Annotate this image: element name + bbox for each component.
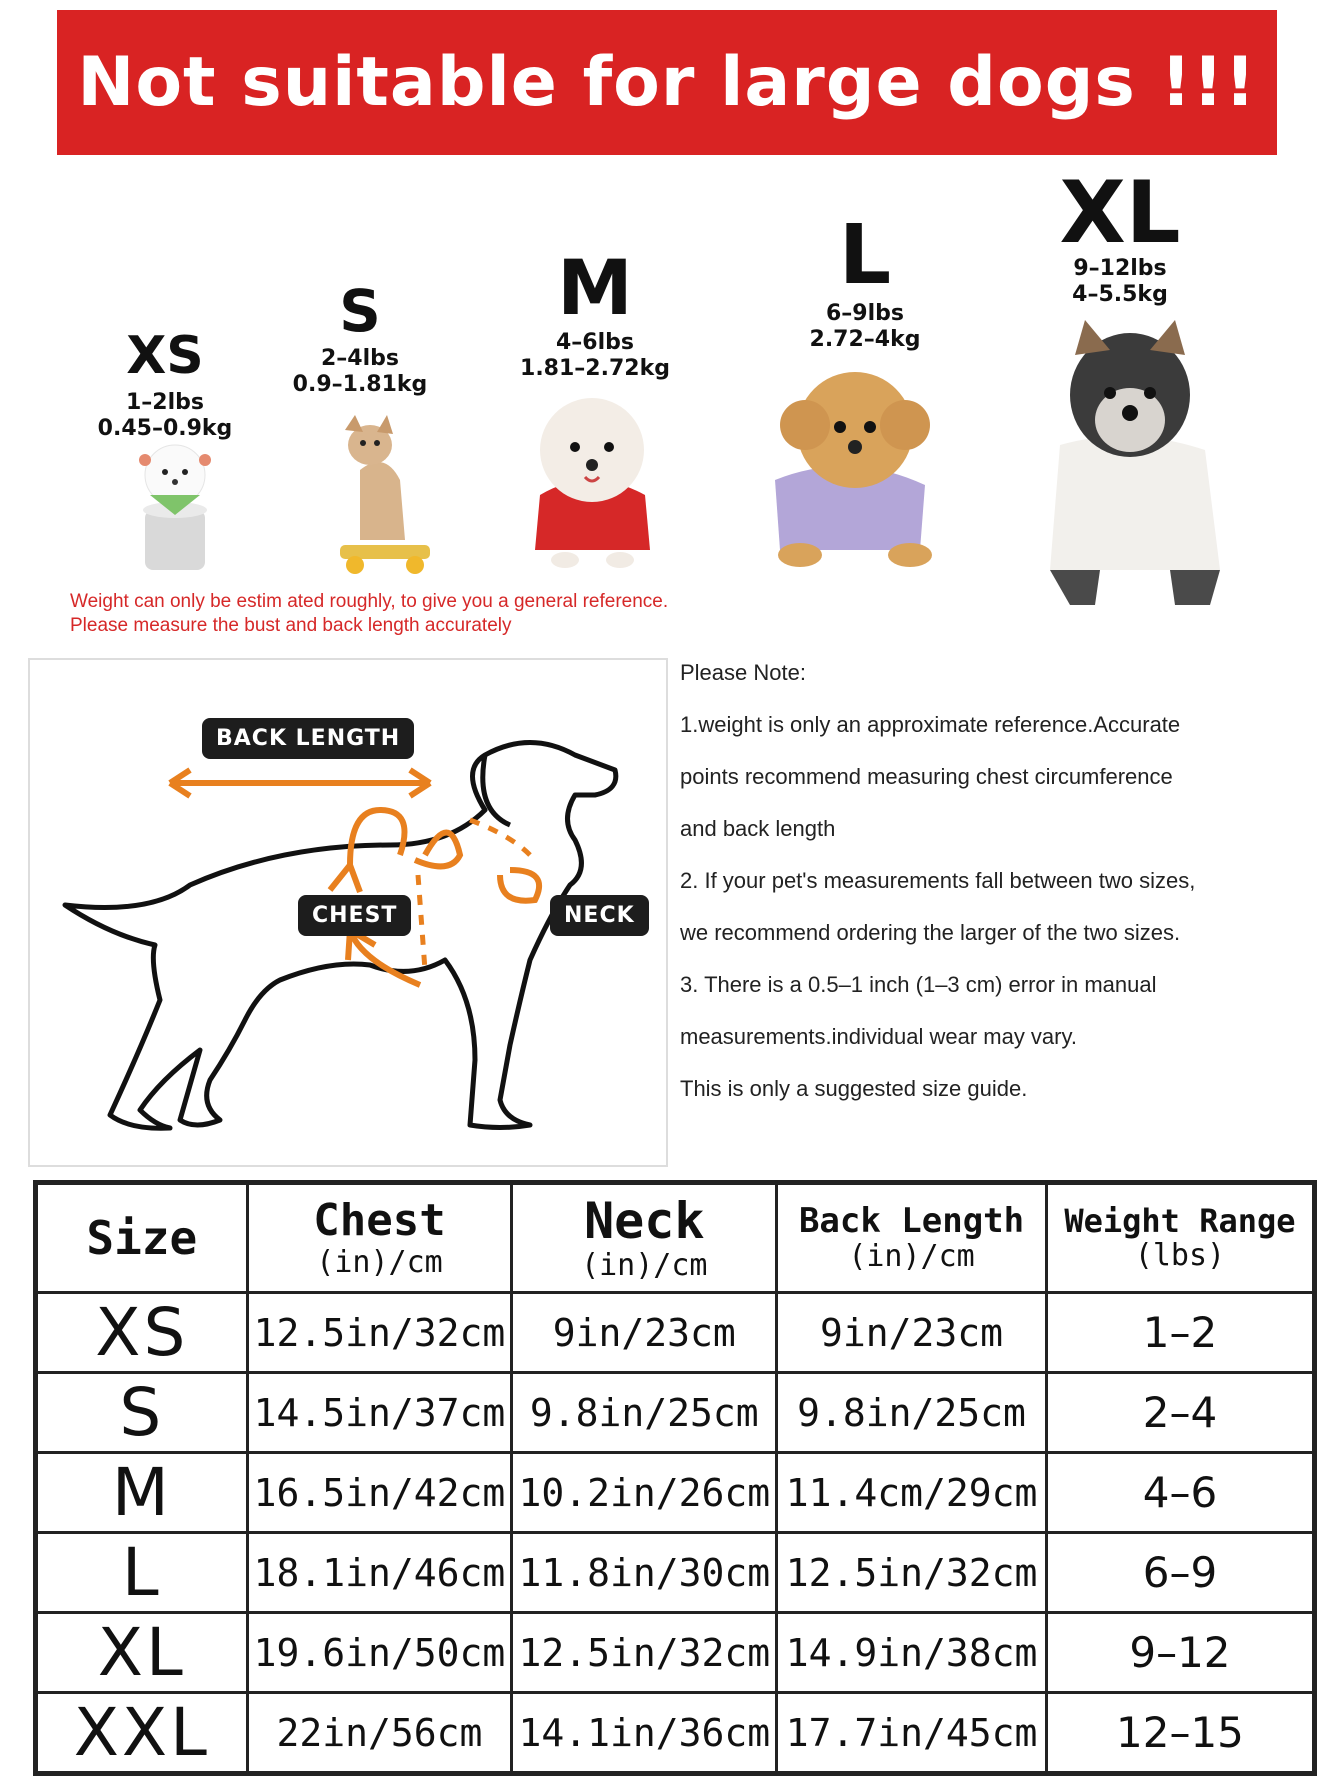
size-lbs: 9–12lbs (1073, 256, 1167, 281)
row-size: XL (36, 1613, 248, 1693)
note-line: points recommend measuring chest circumference (680, 764, 1173, 789)
note-line: 2. If your pet's measurements fall between two sizes, (680, 868, 1196, 893)
row-back-length: 14.9in/38cm (777, 1613, 1047, 1693)
row-size: XS (36, 1293, 248, 1373)
row-chest: 19.6in/50cm (247, 1613, 512, 1693)
size-lbs: 2–4lbs (321, 346, 399, 371)
table-row (36, 1453, 1315, 1533)
warning-banner (57, 10, 1277, 155)
row-neck: 9in/23cm (512, 1293, 777, 1373)
table-row (36, 1293, 1315, 1373)
measurement-diagram (28, 658, 668, 1167)
header-back-length: Back Length (in)/cm (777, 1183, 1047, 1293)
note-line: 3. There is a 0.5–1 inch (1–3 cm) error in manual (680, 972, 1157, 997)
note-heading: Please Note: (680, 660, 806, 685)
size-label-m (505, 243, 685, 382)
size-name: S (339, 277, 381, 345)
size-kg: 1.81–2.72kg (520, 356, 670, 381)
table-row (36, 1613, 1315, 1693)
weight-note-line-2: Please measure the bust and back length accurately (70, 615, 512, 636)
size-label-xl (1025, 163, 1215, 308)
row-back-length: 11.4cm/29cm (777, 1453, 1047, 1533)
note-line: measurements.individual wear may vary. (680, 1024, 1077, 1049)
row-chest: 22in/56cm (247, 1693, 512, 1774)
weight-estimate-note (70, 590, 668, 638)
chest-label: CHEST (298, 895, 411, 936)
table-row (36, 1693, 1315, 1774)
table-header-row (36, 1183, 1315, 1293)
dog-photo-s (315, 410, 445, 575)
dog-photo-xs (120, 440, 230, 575)
table-row (36, 1373, 1315, 1453)
header-size: Size (36, 1183, 248, 1293)
size-kg: 0.45–0.9kg (97, 416, 233, 441)
row-neck: 12.5in/32cm (512, 1613, 777, 1693)
size-lbs: 6–9lbs (826, 301, 904, 326)
size-kg: 2.72–4kg (809, 327, 921, 352)
size-lbs: 4–6lbs (556, 330, 634, 355)
size-label-xs (90, 326, 240, 442)
neck-label: NECK (550, 895, 649, 936)
row-neck: 11.8in/30cm (512, 1533, 777, 1613)
please-note-section (680, 658, 1340, 1126)
row-chest: 18.1in/46cm (247, 1533, 512, 1613)
row-weight: 2–4 (1046, 1373, 1314, 1453)
note-line: This is only a suggested size guide. (680, 1076, 1028, 1101)
row-back-length: 9.8in/25cm (777, 1373, 1047, 1453)
size-name: XS (126, 326, 204, 386)
size-label-s (280, 277, 440, 398)
dog-photo-xl (1020, 315, 1245, 615)
row-back-length: 9in/23cm (777, 1293, 1047, 1373)
row-neck: 9.8in/25cm (512, 1373, 777, 1453)
size-kg: 4–5.5kg (1072, 282, 1168, 307)
row-chest: 14.5in/37cm (247, 1373, 512, 1453)
dog-photo-l (760, 355, 945, 570)
row-size: L (36, 1533, 248, 1613)
size-name: XL (1059, 163, 1181, 263)
row-chest: 12.5in/32cm (247, 1293, 512, 1373)
row-weight: 9–12 (1046, 1613, 1314, 1693)
row-chest: 16.5in/42cm (247, 1453, 512, 1533)
note-line: 1.weight is only an approximate reference.Accurate (680, 712, 1181, 737)
row-neck: 14.1in/36cm (512, 1693, 777, 1774)
size-chart-table (33, 1180, 1317, 1776)
row-weight: 4–6 (1046, 1453, 1314, 1533)
row-neck: 10.2in/26cm (512, 1453, 777, 1533)
row-back-length: 12.5in/32cm (777, 1533, 1047, 1613)
dog-photo-m (525, 385, 660, 570)
size-lbs: 1–2lbs (126, 390, 204, 415)
header-neck: Neck (in)/cm (512, 1183, 777, 1293)
row-size: XXL (36, 1693, 248, 1774)
note-line: we recommend ordering the larger of the two sizes. (680, 920, 1181, 945)
size-label-l (780, 208, 950, 353)
note-line: and back length (680, 816, 836, 841)
header-chest: Chest (in)/cm (247, 1183, 512, 1293)
row-back-length: 17.7in/45cm (777, 1693, 1047, 1774)
size-name: L (838, 208, 892, 303)
row-weight: 6–9 (1046, 1533, 1314, 1613)
row-weight: 1–2 (1046, 1293, 1314, 1373)
warning-banner-text: Not suitable for large dogs !!! (77, 43, 1257, 122)
header-weight-range: Weight Range (lbs) (1046, 1183, 1314, 1293)
row-weight: 12–15 (1046, 1693, 1314, 1774)
size-kg: 0.9–1.81kg (292, 372, 428, 397)
weight-note-line-1: Weight can only be estim ated roughly, to give you a general reference. (70, 591, 669, 612)
table-row (36, 1533, 1315, 1613)
size-name: M (557, 243, 633, 332)
row-size: S (36, 1373, 248, 1453)
back-length-label: BACK LENGTH (202, 718, 414, 759)
row-size: M (36, 1453, 248, 1533)
